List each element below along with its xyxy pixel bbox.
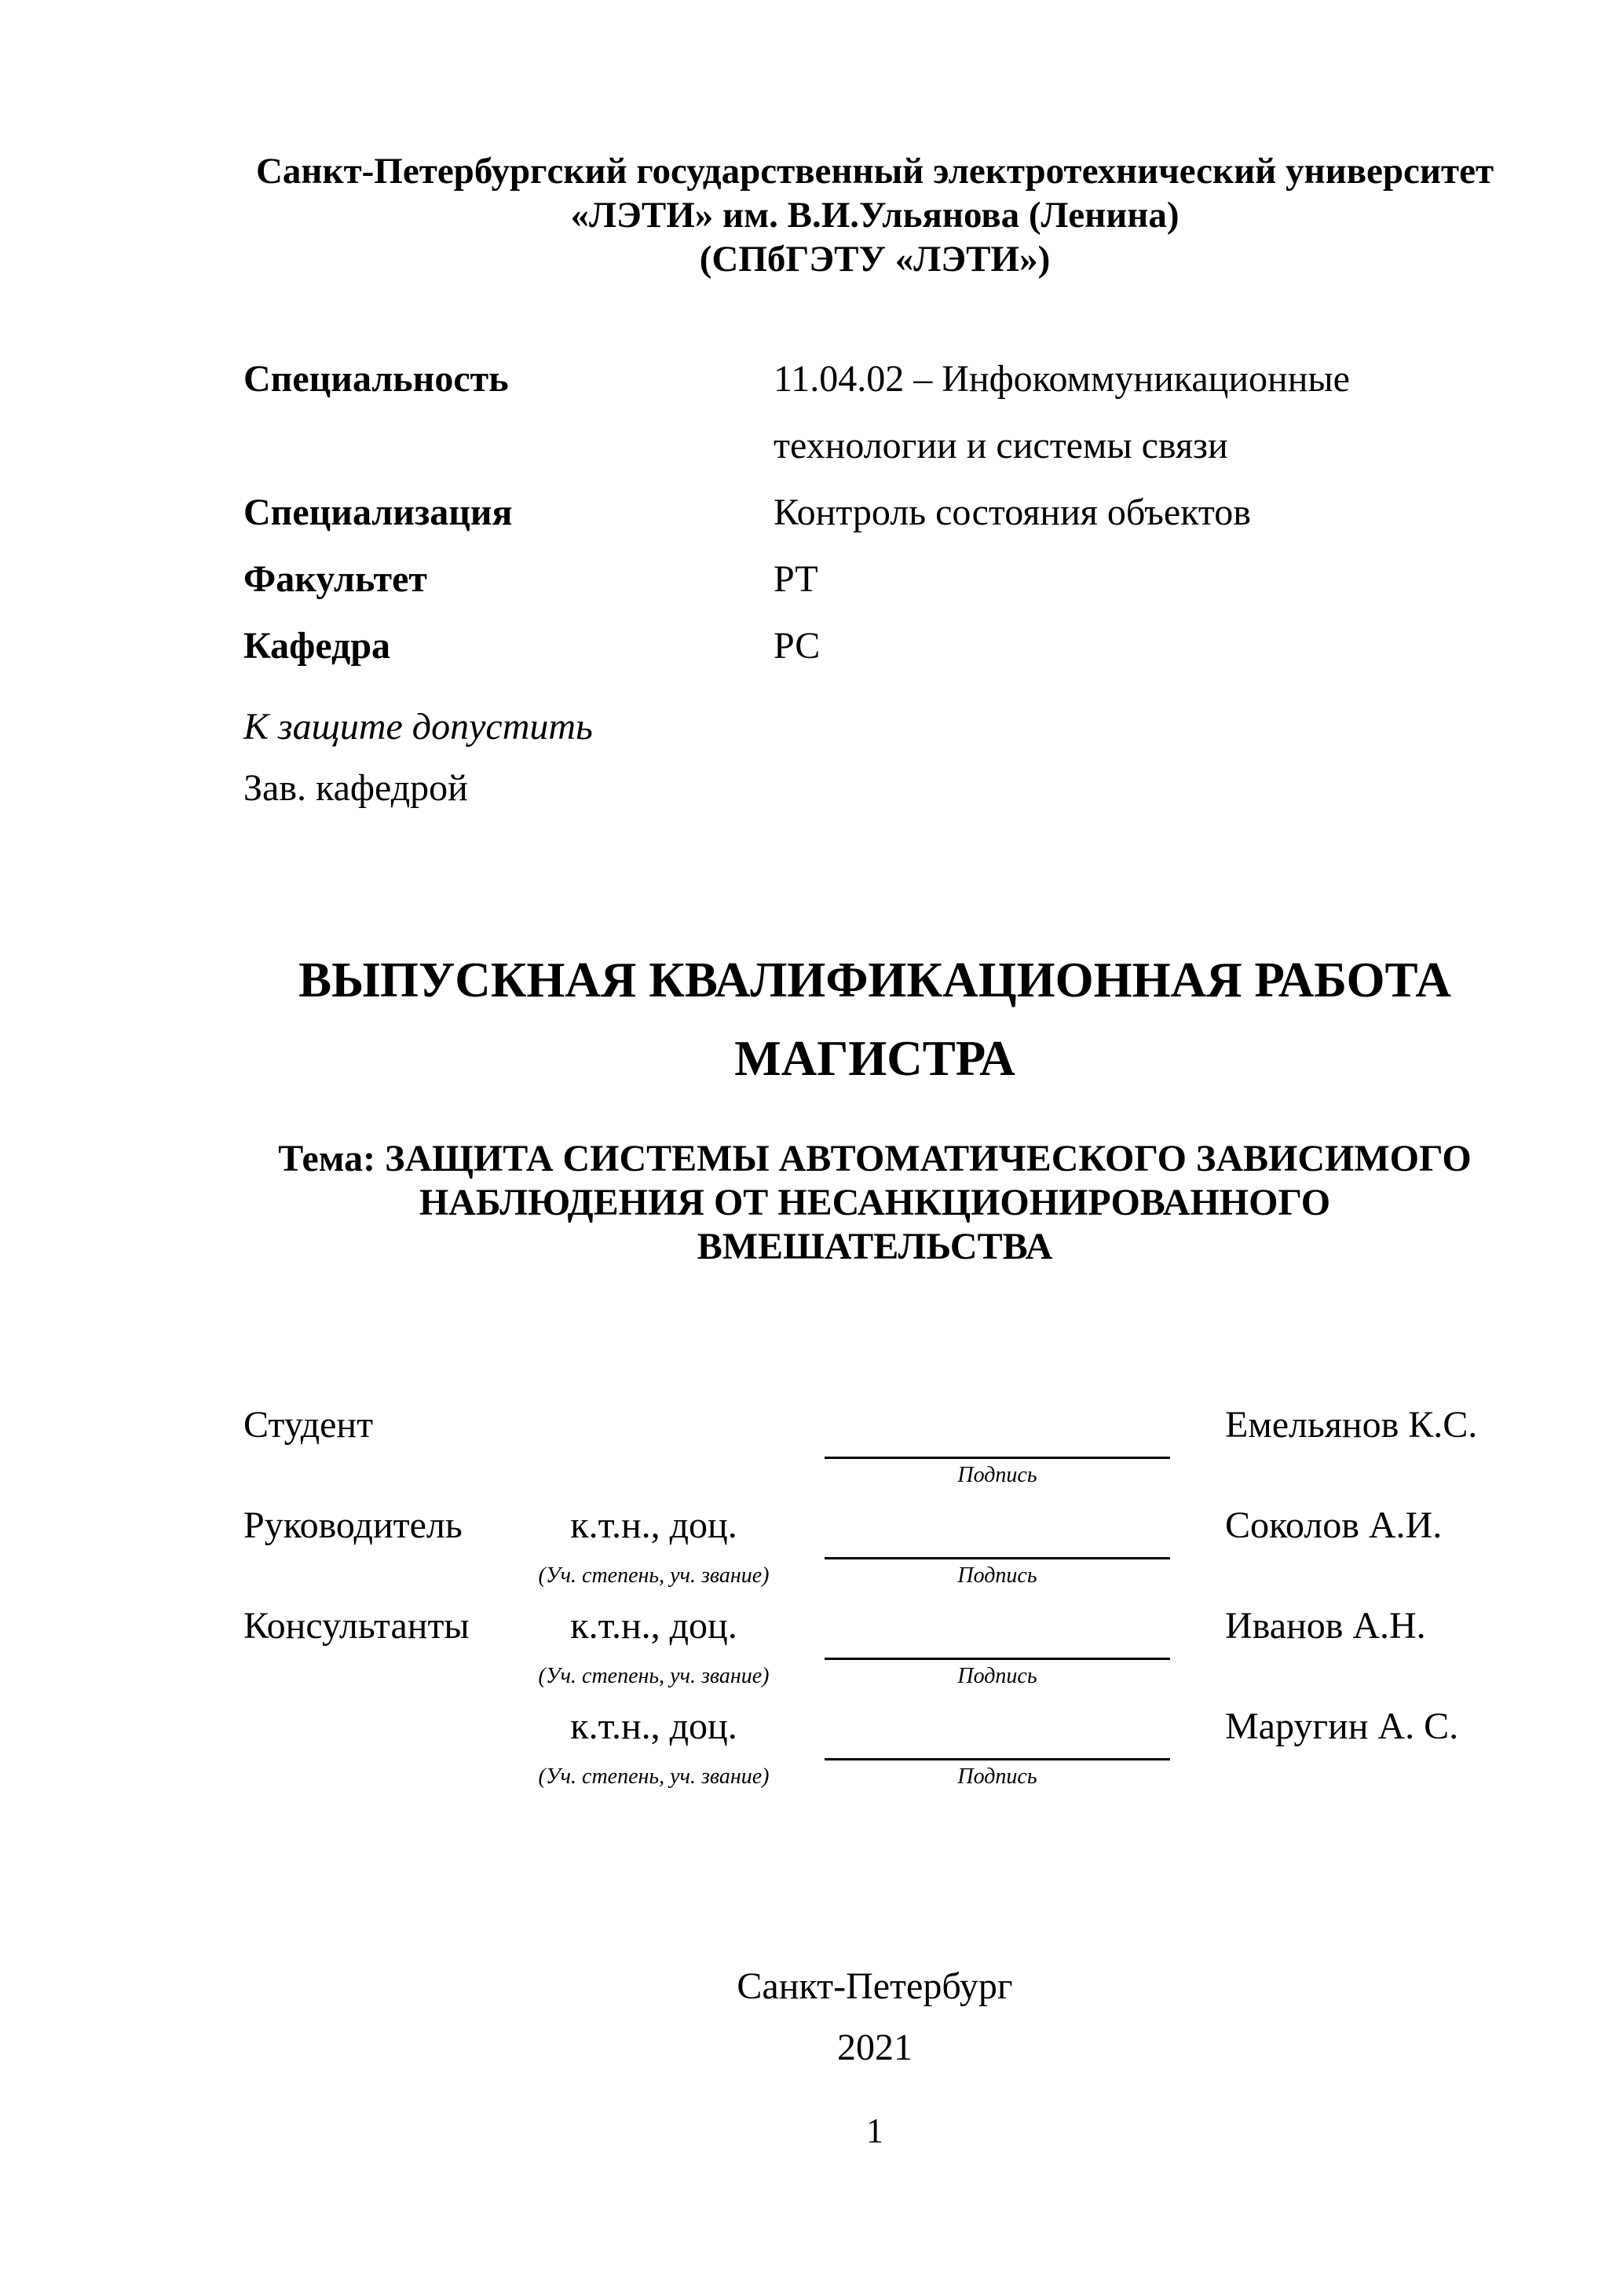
detail-row-specialty-continuation [243, 412, 1506, 479]
university-name-line-1: Санкт-Петербургский государственный электротехнический университет [255, 151, 1494, 192]
work-title-line-2: МАГИСТРА [734, 1031, 1015, 1086]
gap-cell [1170, 1459, 1225, 1493]
specialty-label: Специальность [243, 358, 509, 400]
university-name-line-2: «ЛЭТИ» им. В.И.Ульянова (Ленина) [570, 195, 1180, 236]
degree-caption: (Уч. степень, уч. звание) [538, 1664, 770, 1688]
thesis-theme [243, 1137, 1506, 1269]
program-details [243, 345, 1506, 679]
degree-cell-empty [503, 1402, 805, 1459]
signature-caption: Подпись [957, 1664, 1037, 1688]
empty-caption-cell [1225, 1559, 1506, 1594]
signature-caption: Подпись [957, 1764, 1037, 1789]
gap-cell [1170, 1603, 1225, 1660]
empty-label-cell [243, 412, 774, 479]
empty-caption-cell [243, 1559, 503, 1594]
degree-caption: (Уч. степень, уч. звание) [538, 1563, 770, 1588]
gap-cell [805, 1603, 825, 1660]
department-head-line: Зав. кафедрой [243, 767, 468, 809]
gap-cell [805, 1760, 825, 1795]
person-name-student: Емельянов К.С. [1225, 1404, 1478, 1446]
specialization-value: Контроль состояния объектов [774, 492, 1251, 533]
empty-caption-cell [243, 1459, 503, 1493]
admission-allow-line: К защите допустить [243, 706, 593, 748]
admission-block [243, 696, 1506, 819]
detail-row-faculty [243, 546, 1506, 612]
gap-cell [1170, 1704, 1225, 1760]
work-title [243, 941, 1506, 1098]
page-number: 1 [866, 2111, 883, 2150]
role-label-supervisor: Руководитель [243, 1504, 463, 1546]
empty-caption-cell [1225, 1459, 1506, 1493]
degree-caption: (Уч. степень, уч. звание) [538, 1764, 770, 1789]
university-header [243, 149, 1506, 281]
signature-caption: Подпись [957, 1463, 1037, 1487]
empty-caption-cell [1225, 1660, 1506, 1695]
signature-caption: Подпись [957, 1563, 1037, 1588]
gap-cell [1170, 1503, 1225, 1559]
degree-value: к.т.н., доц. [570, 1706, 737, 1747]
empty-caption-cell [503, 1459, 805, 1493]
gap-cell [805, 1459, 825, 1493]
empty-caption-cell [243, 1660, 503, 1695]
specialty-value-line-2: технологии и системы связи [774, 425, 1228, 466]
theme-line-3: ВМЕШАТЕЛЬСТВА [697, 1226, 1053, 1267]
signature-row-student [243, 1402, 1506, 1493]
university-abbreviation-line: (СПбГЭТУ «ЛЭТИ») [699, 239, 1051, 280]
faculty-label: Факультет [243, 558, 427, 600]
gap-cell [1170, 1660, 1225, 1695]
footer-block [243, 1956, 1506, 2078]
gap-cell [805, 1704, 825, 1760]
gap-cell [805, 1402, 825, 1459]
gap-cell [1170, 1760, 1225, 1795]
specialty-value-line-1: 11.04.02 – Инфокоммуникационные [774, 358, 1350, 400]
signature-line [825, 1704, 1170, 1760]
signature-line [825, 1402, 1170, 1459]
empty-caption-cell [243, 1760, 503, 1795]
signature-line [825, 1603, 1170, 1660]
role-label-consultants: Консультанты [243, 1605, 470, 1647]
person-name-consultant-2: Маругин А. С. [1225, 1706, 1459, 1747]
gap-cell [1170, 1559, 1225, 1594]
gap-cell [805, 1660, 825, 1695]
work-title-line-1: ВЫПУСКНАЯ КВАЛИФИКАЦИОННАЯ РАБОТА [298, 952, 1451, 1007]
gap-cell [805, 1559, 825, 1594]
signature-block [243, 1402, 1506, 1795]
empty-caption-cell [1225, 1760, 1506, 1795]
detail-row-specialization [243, 479, 1506, 546]
person-name-supervisor: Соколов А.И. [1225, 1504, 1443, 1546]
signature-row-supervisor [243, 1503, 1506, 1594]
gap-cell [1170, 1402, 1225, 1459]
footer-year: 2021 [837, 2027, 913, 2068]
theme-line-1: Тема: ЗАЩИТА СИСТЕМЫ АВТОМАТИЧЕСКОГО ЗАВИСИМОГО [278, 1138, 1472, 1179]
signature-line [825, 1503, 1170, 1559]
gap-cell [805, 1503, 825, 1559]
signature-row-consultant-2 [243, 1704, 1506, 1795]
detail-row-department [243, 612, 1506, 679]
footer-city: Санкт-Петербург [737, 1965, 1013, 2007]
role-label-student: Студент [243, 1404, 374, 1446]
degree-value: к.т.н., доц. [570, 1504, 737, 1546]
department-value: РС [774, 625, 821, 667]
person-name-consultant-1: Иванов А.Н. [1225, 1605, 1426, 1647]
role-label-empty [243, 1704, 503, 1760]
department-label: Кафедра [243, 625, 391, 667]
degree-value: к.т.н., доц. [570, 1605, 737, 1647]
theme-line-2: НАБЛЮДЕНИЯ ОТ НЕСАНКЦИОНИРОВАННОГО [419, 1182, 1331, 1223]
specialization-label: Специализация [243, 492, 513, 533]
faculty-value: РТ [774, 558, 818, 600]
signature-row-consultant-1 [243, 1603, 1506, 1695]
detail-row-specialty [243, 345, 1506, 412]
